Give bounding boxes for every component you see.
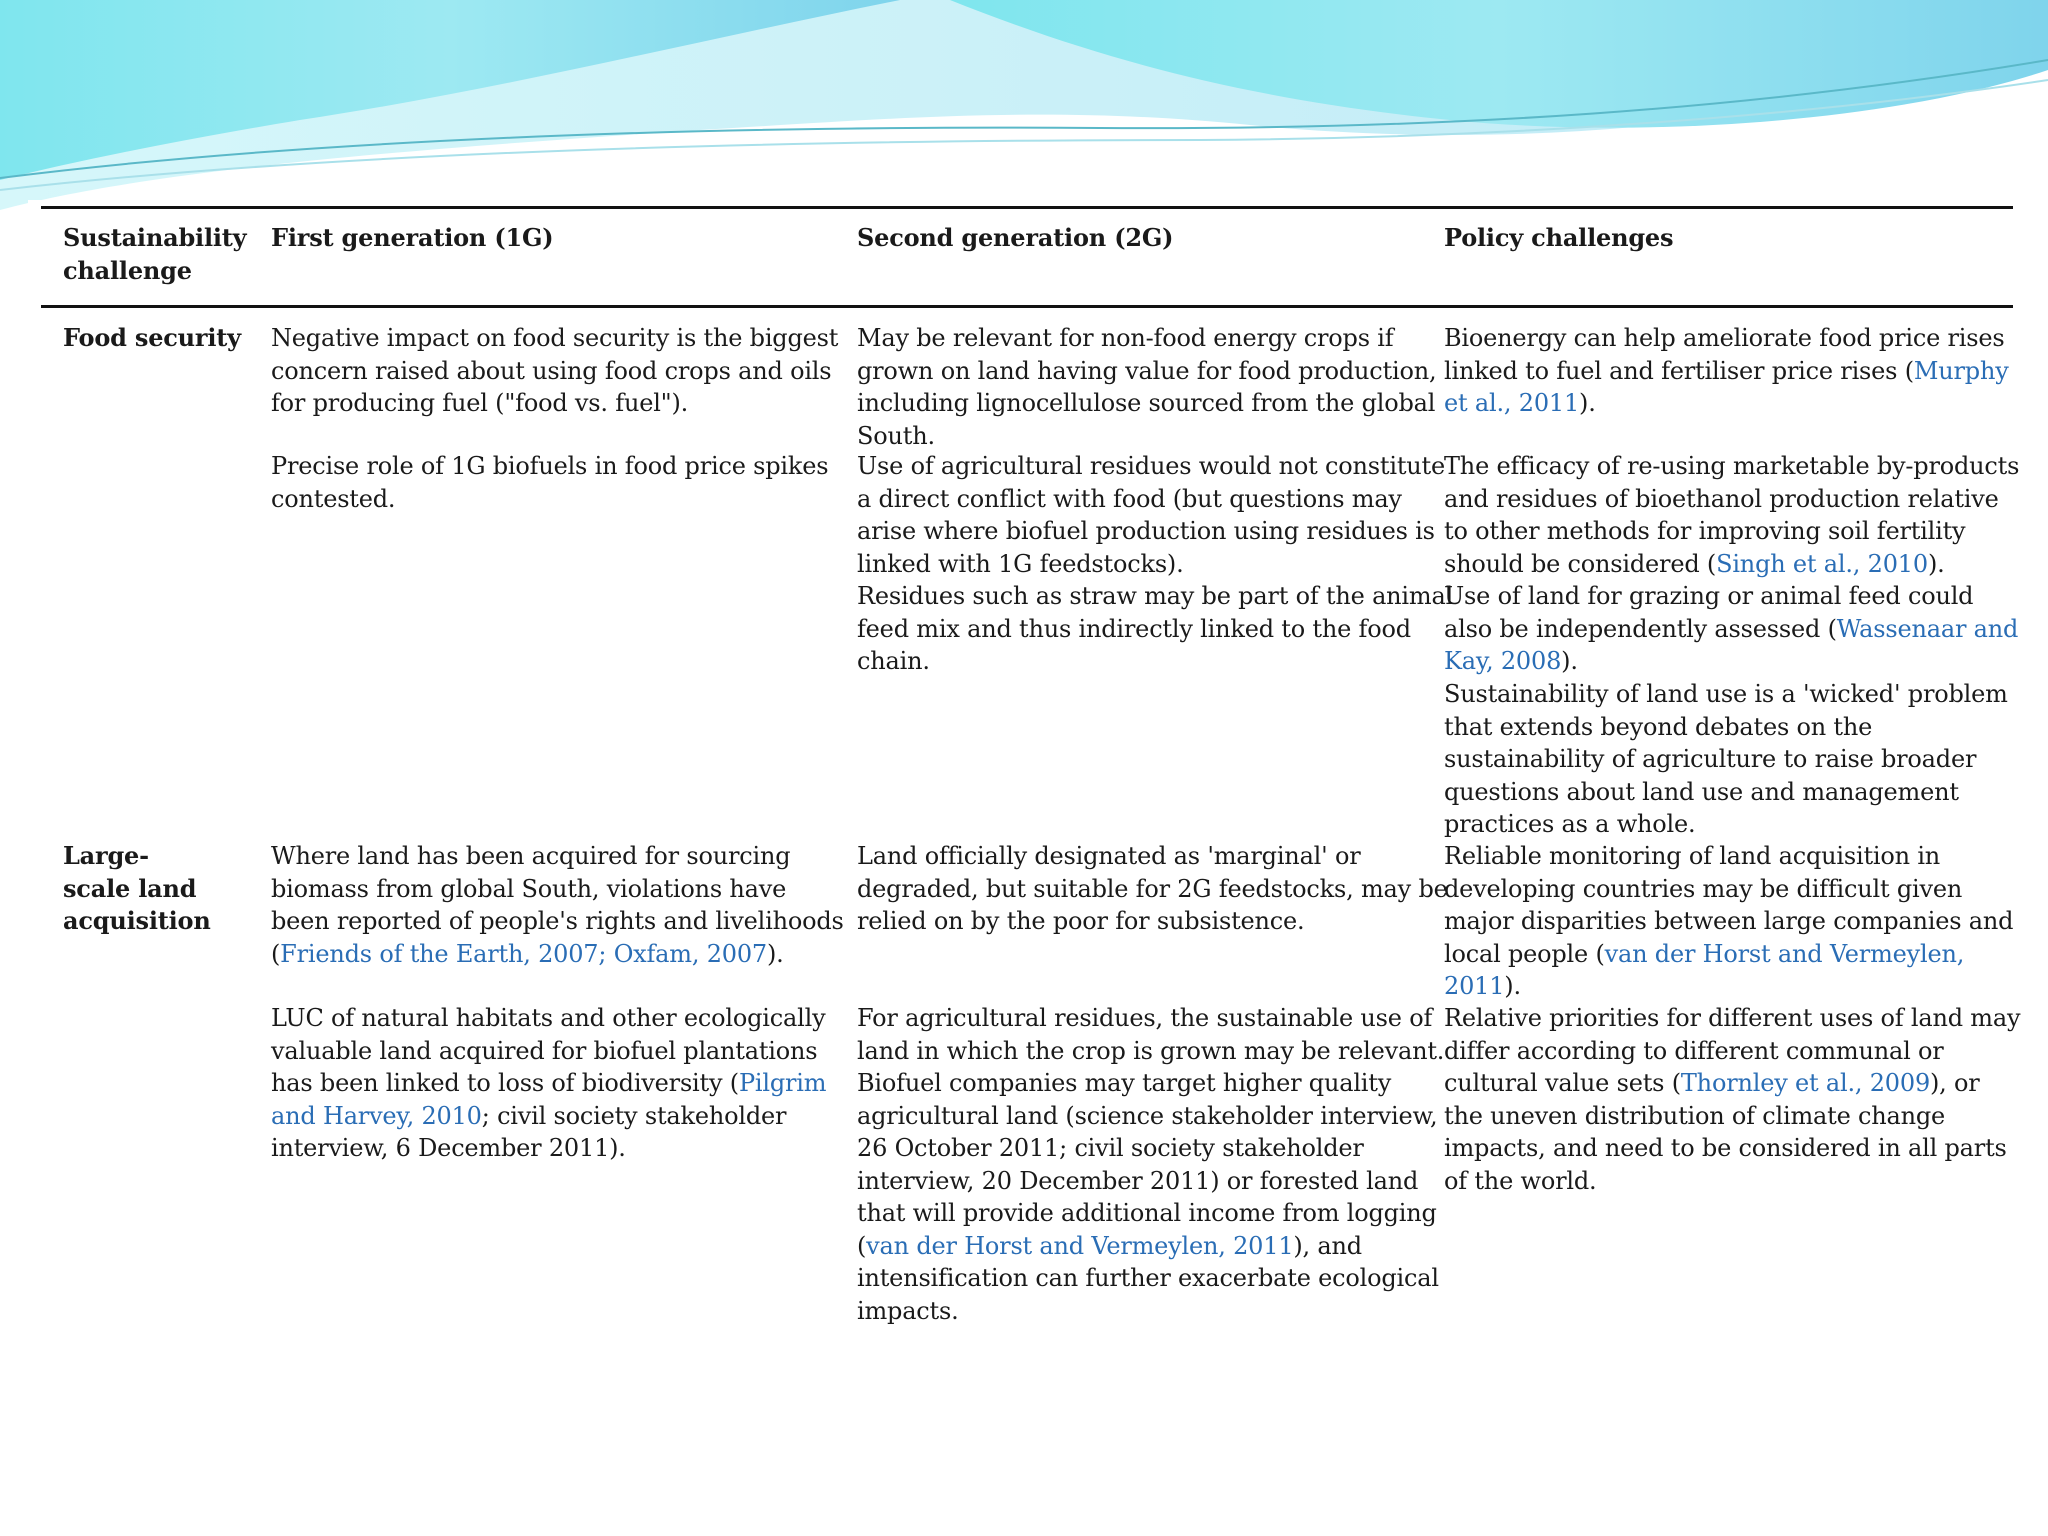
citation-link[interactable]: Murphy et al., 2011: [1444, 356, 2009, 417]
row-label-food-security: Food security: [63, 323, 241, 352]
food-2g-p2: Use of agricultural residues would not constitute a direct conflict with food (but questions may arise where biofuel production using residues is linked with 1G feedstocks).: [857, 452, 1445, 578]
food-1g-p2: Precise role of 1G biofuels in food price spikes contested.: [271, 452, 829, 513]
land-policy-p1: Reliable monitoring of land acquisition in developing countries may be difficult given major disparities between large companies and local people (van der Horst and Vermeylen, 2011).: [1444, 842, 2014, 1000]
header-sustainability-challenge: Sustainability challenge: [63, 223, 247, 285]
citation-link[interactable]: van der Horst and Vermeylen, 2011: [1444, 939, 1965, 1000]
citation-link[interactable]: Friends of the Earth, 2007; Oxfam, 2007: [280, 939, 767, 968]
citation-link[interactable]: van der Horst and Vermeylen, 2011: [866, 1231, 1294, 1260]
citation-link[interactable]: Singh et al., 2010: [1716, 549, 1928, 578]
citation-link[interactable]: Pilgrim and Harvey, 2010: [271, 1069, 827, 1130]
land-1g-p1: Where land has been acquired for sourcing biomass from global South, violations have been reported of people's rights and livelihoods (Friends of the Earth, 2007; Oxfam, 2007).: [271, 842, 844, 968]
food-2g-p1: May be relevant for non-food energy crops if grown on land having value for food production, including lignocellulose sourced from the global South.: [857, 324, 1437, 450]
row-label-land-acquisition: Large-scale land acquisition: [63, 841, 211, 935]
table-header-rule: [41, 305, 2013, 308]
citation-link[interactable]: Thornley et al., 2009: [1680, 1069, 1931, 1097]
food-policy-p2: The efficacy of re-using marketable by-products and residues of bioethanol production relative to other methods for improving soil fertility should be considered (Singh et al., 2010).: [1444, 452, 2020, 578]
food-policy-p1: Bioenergy can help ameliorate food price rises linked to fuel and fertiliser price rises (Murphy et al., 2011).: [1444, 324, 2009, 417]
food-policy-p4: Sustainability of land use is a 'wicked' problem that extends beyond debates on the sustainability of agriculture to raise broader questions about land use and management practices as a whole.: [1444, 680, 2008, 838]
land-policy-p2: Relative priorities for different uses of land may differ according to different communal or cultural value sets (Thornley et al., 2009), or the uneven distribution of climate change impacts, and need to be considered in all parts of the world.: [1444, 1004, 2021, 1195]
food-1g-p1: Negative impact on food security is the biggest concern raised about using food crops and oils for producing fuel ("food vs. fuel").: [271, 324, 839, 417]
header-second-generation: Second generation (2G): [857, 223, 1174, 252]
land-1g-p2: LUC of natural habitats and other ecologically valuable land acquired for biofuel plantations has been linked to loss of biodiversity (Pilgrim and Harvey, 2010; civil society stakeholder interview, 6 December 2011).: [271, 1004, 827, 1162]
food-policy-p3: Use of land for grazing or animal feed could also be independently assessed (Wassenaar and Kay, 2008).: [1444, 582, 2019, 675]
table-top-rule: [41, 206, 2013, 209]
header-first-generation: First generation (1G): [271, 223, 554, 252]
citation-link[interactable]: Wassenaar and Kay, 2008: [1444, 614, 2019, 675]
food-2g-p3: Residues such as straw may be part of the animal feed mix and thus indirectly linked to the food chain.: [857, 582, 1454, 675]
land-2g-p2: For agricultural residues, the sustainable use of land in which the crop is grown may be relevant. Biofuel companies may target higher quality agricultural land (science stakeholder interview, 26 October 2011; civil society stakeholder interview, 20 December 2011) or forested land that will provide additional income from logging (van der Horst and Vermeylen, 2011), and intensification can further exacerbate ecological impacts.: [857, 1004, 1445, 1325]
table-panel: [28, 200, 2021, 1332]
land-2g-p1: Land officially designated as 'marginal' or degraded, but suitable for 2G feedstocks, may be relied on by the poor for subsistence.: [857, 842, 1448, 935]
header-policy-challenges: Policy challenges: [1444, 223, 1674, 252]
